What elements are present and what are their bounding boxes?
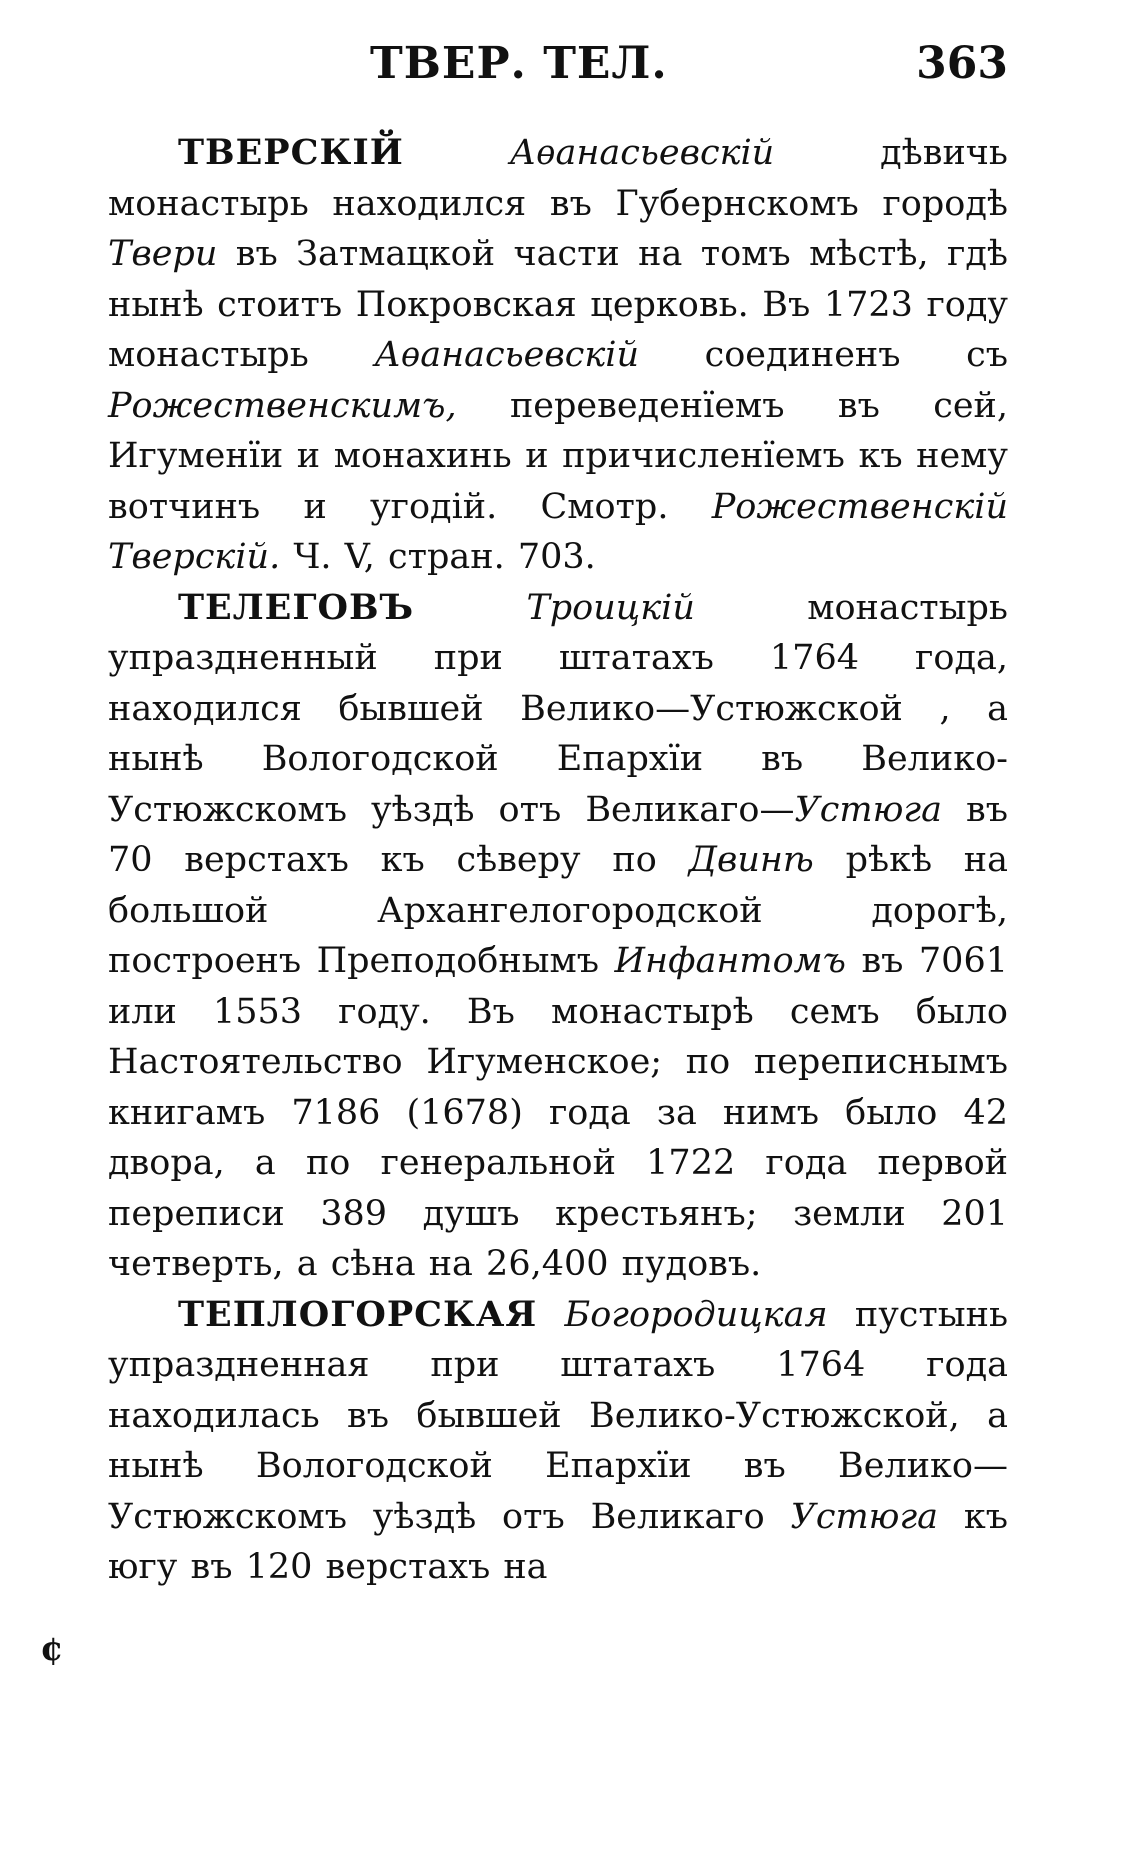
page-header	[108, 38, 1008, 98]
entry-text: къ югу въ 120 верстахъ на	[108, 1496, 1008, 1587]
entry-tverskiy	[108, 128, 1008, 583]
body-text	[108, 128, 1008, 1593]
city-name: Устюга	[790, 1496, 938, 1537]
saint-name: Инфантомъ	[614, 941, 846, 981]
river-name: Двинѣ	[688, 840, 814, 880]
place-name: Твери	[108, 234, 218, 274]
monastery-name: Аѳанасьевскій	[509, 133, 775, 173]
monastery-name: Богородицкая	[564, 1294, 828, 1335]
entry-text: Ч. V, стран. 703.	[293, 537, 596, 577]
entry-text: дѣвичь монастырь находился въ Губернскомъ городѣ	[108, 133, 1008, 224]
entry-text: переведенїемъ въ сей, Игуменїи и монахинь и причисленїемъ къ нему вотчинъ и угодій. Смотр.	[108, 385, 1008, 527]
entry-teplogorskaya	[108, 1290, 1008, 1593]
margin-mark: ¢	[40, 1629, 64, 1669]
entry-text: монастырь упраздненный при штатахъ 1764 года, находился бывшей Велико—Устюжской , а нынѣ Вологодской Епархїи въ Велико-Устюжскомъ уѣздѣ отъ Великаго—	[108, 587, 1008, 830]
entry-text: рѣкѣ на большой Архангелогородской дорогѣ, построенъ Преподобнымъ	[108, 840, 1008, 981]
entry-text: въ 70 верстахъ къ сѣверу по	[108, 789, 1008, 880]
running-head: ТВЕР. ТЕЛ.	[370, 38, 668, 89]
cross-reference: Рожественскій Тверскій.	[108, 486, 1008, 577]
entry-text: пустынь упраздненная при штатахъ 1764 года находилась въ бывшей Велико-Устюжской, а нынѣ Вологодской Епархїи въ Велико—Устюжскомъ уѣздѣ отъ Великаго	[108, 1294, 1008, 1537]
entry-text: въ 7061 или 1553 году. Въ монастырѣ семъ было Настоятельство Игуменское; по переписнымъ книгамъ 7186 (1678) года за нимъ было 42 двора, а по генеральной 1722 года первой переписи 389 душъ крестьянъ; земли 201 четверть, а сѣна на 26,400 пудовъ.	[108, 941, 1008, 1284]
entry-headword: ТЕПЛОГОРСКАЯ	[178, 1293, 538, 1335]
monastery-name: Рожественскимъ,	[108, 385, 457, 426]
page-number: 363	[916, 38, 1008, 89]
entry-headword: ТВЕРСКІЙ	[178, 132, 404, 173]
entry-headword: ТЕЛЕГОВЪ	[178, 586, 415, 628]
monastery-name: Троицкій	[526, 587, 695, 628]
entry-text: соединенъ съ	[704, 335, 1008, 375]
entry-text: въ Затмацкой части на томъ мѣстѣ, гдѣ нынѣ стоитъ Покровская церковь. Въ 1723 году монастырь	[108, 234, 1008, 375]
city-name: Устюга	[794, 789, 942, 830]
entry-telegov	[108, 583, 1008, 1290]
monastery-name: Аѳанасьевскій	[374, 335, 639, 375]
